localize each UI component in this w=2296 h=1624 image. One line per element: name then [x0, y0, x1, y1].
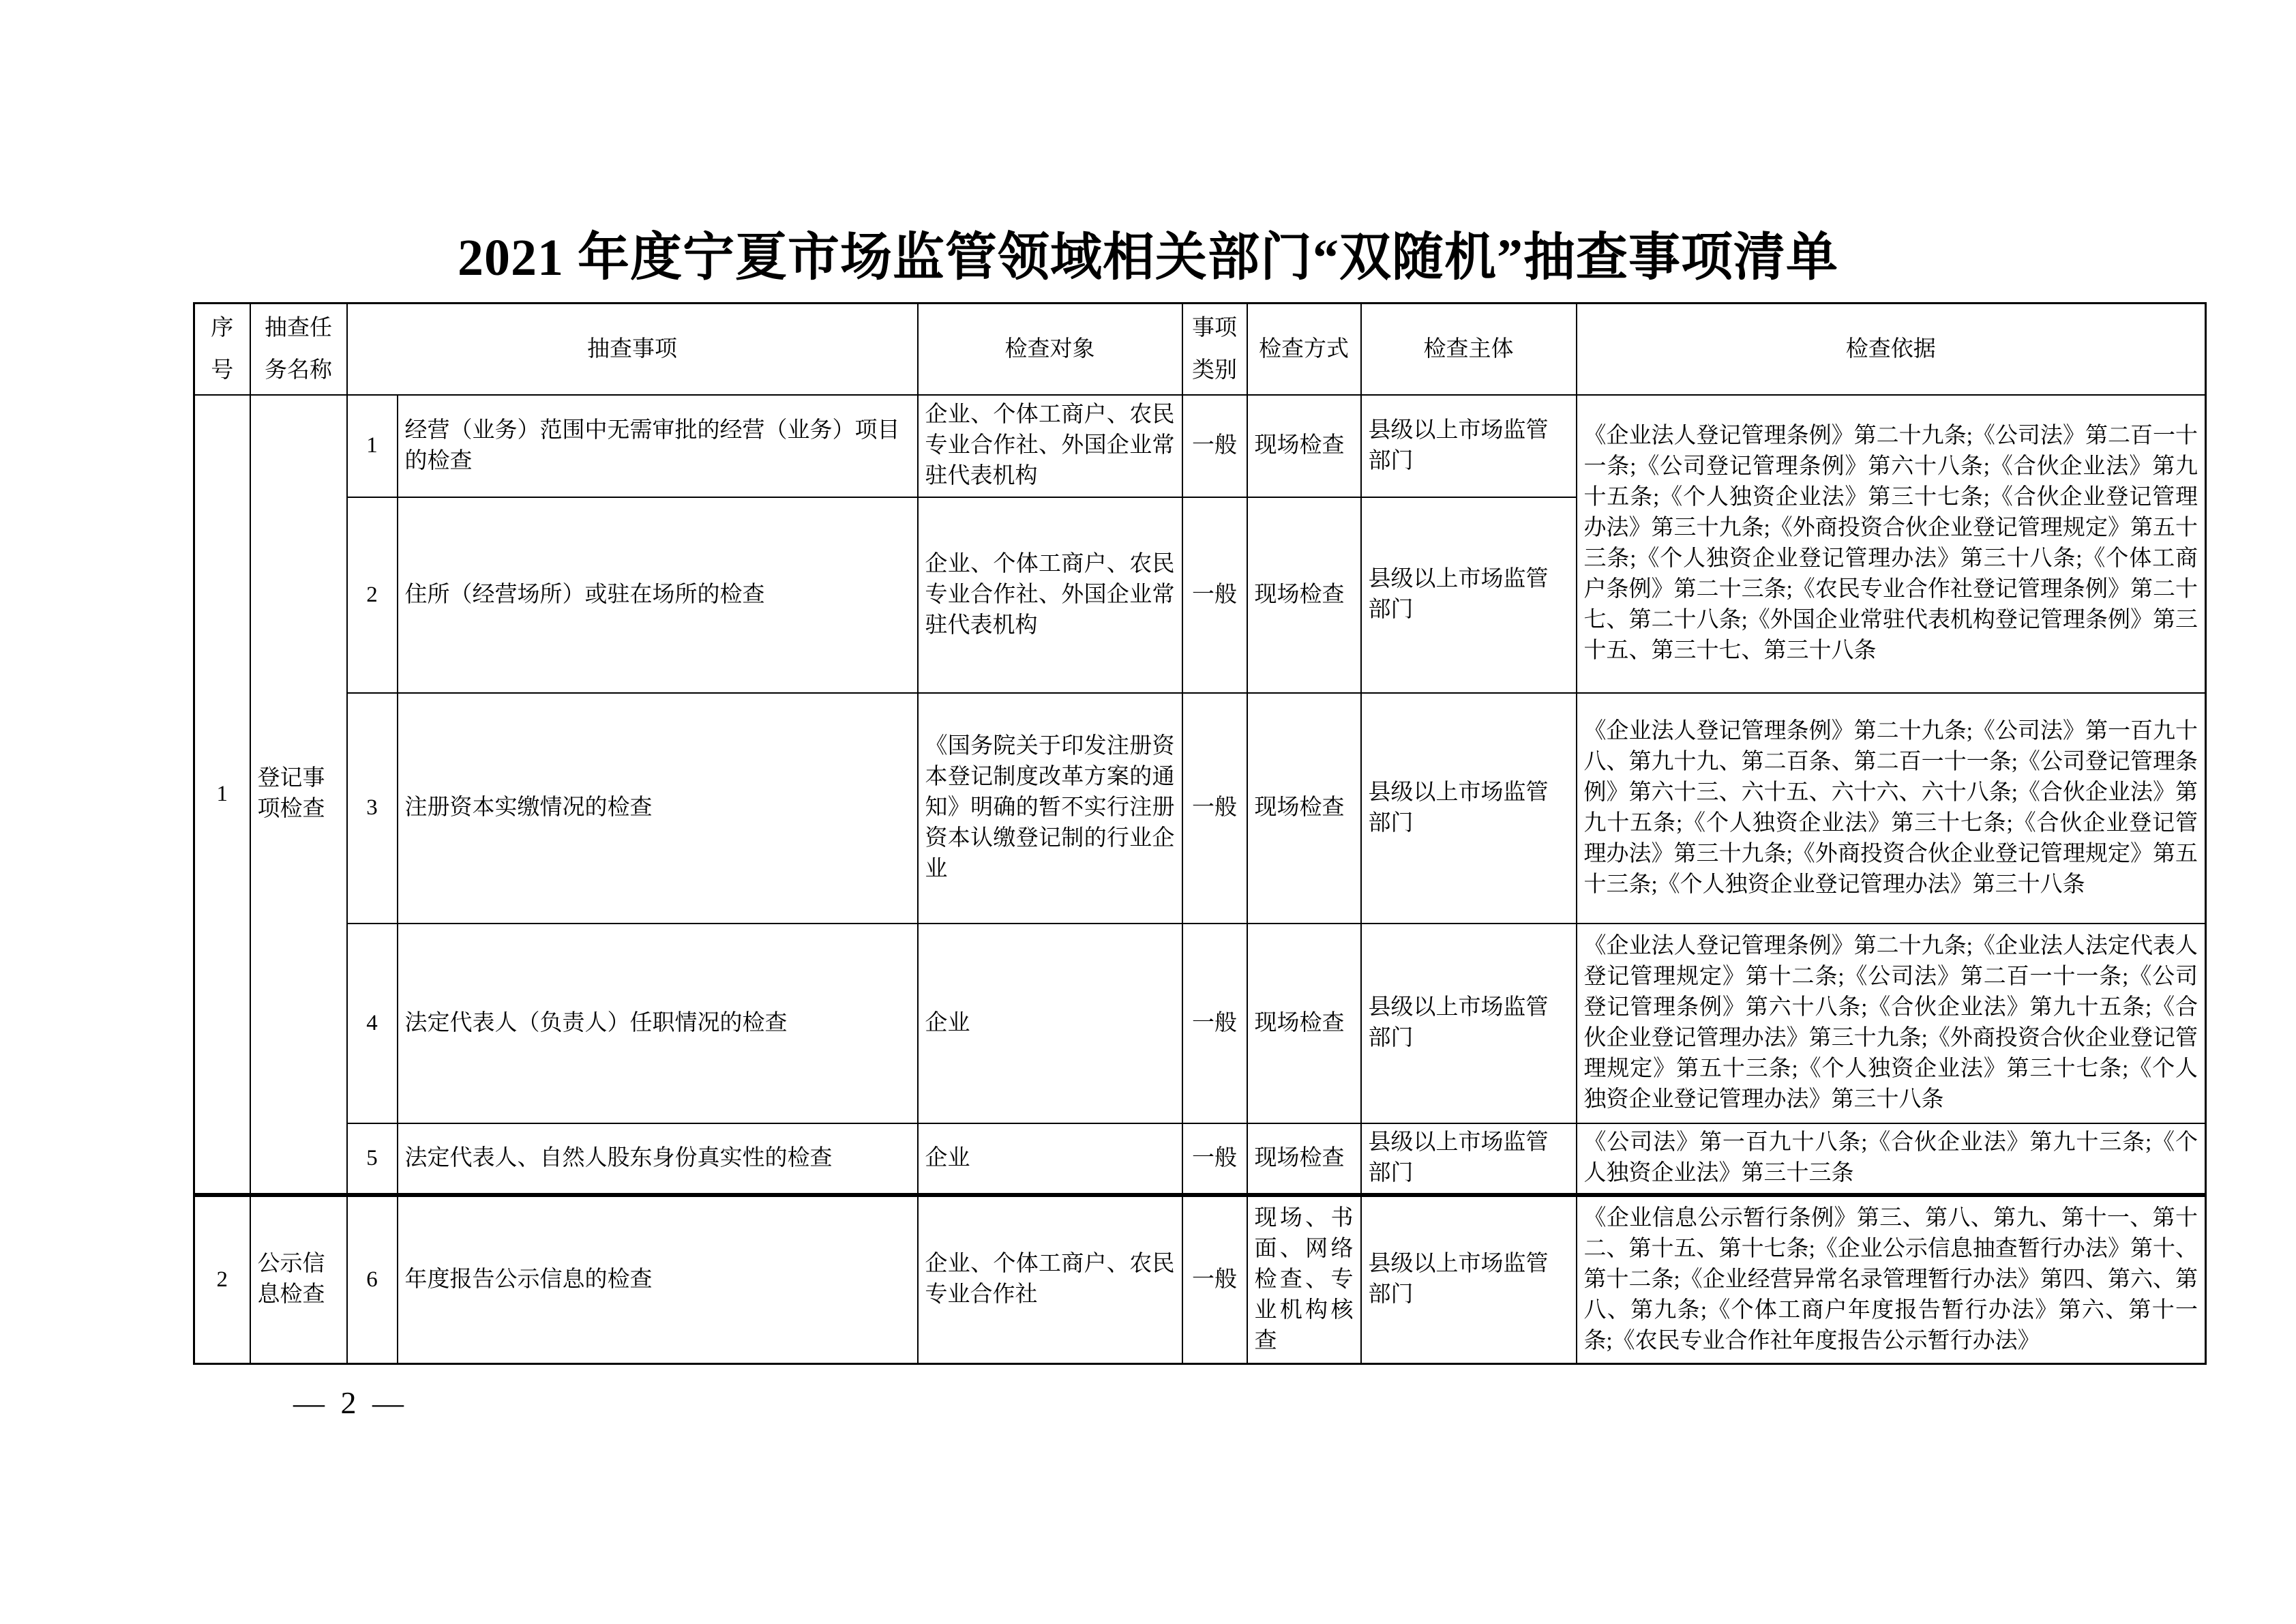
- row-2-item: 住所（经营场所）或驻在场所的检查: [398, 497, 918, 693]
- row-6-no: 6: [347, 1195, 398, 1364]
- row-6-subject: 县级以上市场监管部门: [1361, 1195, 1577, 1364]
- row-4-subject: 县级以上市场监管部门: [1361, 924, 1577, 1123]
- row-5-no: 5: [347, 1123, 398, 1195]
- header-task: 抽查任务名称: [250, 304, 347, 395]
- row-1-2-basis: 《企业法人登记管理条例》第二十九条;《公司法》第二百一十一条;《公司登记管理条例》第六十八条;《合伙企业法》第九十五条;《个人独资企业法》第三十七条;《合伙企业登记管理办法》第三十九条;《外商投资合伙企业登记管理规定》第五十三条;《个人独资企业登记管理办法》第三十八条;《个体工商户条例》第二十三条;《农民专业合作社登记管理条例》第二十七、第二十八条;《外国企业常驻代表机构登记管理条例》第三十五、第三十七、第三十八条: [1577, 395, 2206, 693]
- header-category: 事项类别: [1182, 304, 1247, 395]
- group-2-task: 公示信息检查: [250, 1195, 347, 1364]
- row-3-item: 注册资本实缴情况的检查: [398, 693, 918, 924]
- page-title: 2021 年度宁夏市场监管领域相关部门“双随机”抽查事项清单: [458, 229, 1838, 286]
- row-1-target: 企业、个体工商户、农民专业合作社、外国企业常驻代表机构: [918, 395, 1182, 497]
- row-6-basis: 《企业信息公示暂行条例》第三、第八、第九、第十一、第十二、第十五、第十七条;《企业公示信息抽查暂行办法》第十、第十二条;《企业经营异常名录管理暂行办法》第四、第六、第八、第九条;《个体工商户年度报告暂行办法》第六、第十一条;《农民专业合作社年度报告公示暂行办法》: [1577, 1195, 2206, 1364]
- row-6-item: 年度报告公示信息的检查: [398, 1195, 918, 1364]
- row-3-target: 《国务院关于印发注册资本登记制度改革方案的通知》明确的暂不实行注册资本认缴登记制的行业企业: [918, 693, 1182, 924]
- header-target: 检查对象: [918, 304, 1182, 395]
- row-4-category: 一般: [1182, 924, 1247, 1123]
- row-4-target: 企业: [918, 924, 1182, 1123]
- row-2-target: 企业、个体工商户、农民专业合作社、外国企业常驻代表机构: [918, 497, 1182, 693]
- row-5-item: 法定代表人、自然人股东身份真实性的检查: [398, 1123, 918, 1195]
- row-2-method: 现场检查: [1247, 497, 1361, 693]
- row-3-basis: 《企业法人登记管理条例》第二十九条;《公司法》第一百九十八、第九十九、第二百条、第二百一十一条;《公司登记管理条例》第六十三、六十五、六十六、六十八条;《合伙企业法》第九十五条;《个人独资企业法》第三十七条;《合伙企业登记管理办法》第三十九条;《外商投资合伙企业登记管理规定》第五十三条;《个人独资企业登记管理办法》第三十八条: [1577, 693, 2206, 924]
- row-6-method: 现场、书面、网络检查、专业机构核查: [1247, 1195, 1361, 1364]
- table-row: [194, 1123, 2206, 1195]
- row-5-basis: 《公司法》第一百九十八条;《合伙企业法》第九十三条;《个人独资企业法》第三十三条: [1577, 1123, 2206, 1195]
- row-5-subject: 县级以上市场监管部门: [1361, 1123, 1577, 1195]
- page-number: — 2 —: [293, 1385, 408, 1420]
- table-row: [194, 395, 2206, 497]
- row-3-method: 现场检查: [1247, 693, 1361, 924]
- header-basis: 检查依据: [1577, 304, 2206, 395]
- group-1-seq: 1: [194, 395, 250, 1195]
- row-4-basis: 《企业法人登记管理条例》第二十九条;《企业法人法定代表人登记管理规定》第十二条;《公司法》第二百一十一条;《公司登记管理条例》第六十八条;《合伙企业法》第九十五条;《合伙企业登记管理办法》第三十九条;《外商投资合伙企业登记管理规定》第五十三条;《个人独资企业法》第三十七条;《个人独资企业登记管理办法》第三十八条: [1577, 924, 2206, 1123]
- row-1-category: 一般: [1182, 395, 1247, 497]
- header-method: 检查方式: [1247, 304, 1361, 395]
- group-1-task: 登记事项检查: [250, 395, 347, 1195]
- table-row: [194, 693, 2206, 924]
- inspection-items-table: [193, 302, 2207, 1365]
- row-3-no: 3: [347, 693, 398, 924]
- header-seq: 序号: [194, 304, 250, 395]
- row-4-no: 4: [347, 924, 398, 1123]
- row-2-no: 2: [347, 497, 398, 693]
- group-2-seq: 2: [194, 1195, 250, 1364]
- row-5-category: 一般: [1182, 1123, 1247, 1195]
- header-subject: 检查主体: [1361, 304, 1577, 395]
- row-1-no: 1: [347, 395, 398, 497]
- row-5-method: 现场检查: [1247, 1123, 1361, 1195]
- row-3-subject: 县级以上市场监管部门: [1361, 693, 1577, 924]
- row-1-subject: 县级以上市场监管部门: [1361, 395, 1577, 497]
- table-row: [194, 924, 2206, 1123]
- header-item: 抽查事项: [347, 304, 918, 395]
- table-row: [194, 1195, 2206, 1364]
- row-4-method: 现场检查: [1247, 924, 1361, 1123]
- row-1-method: 现场检查: [1247, 395, 1361, 497]
- row-1-item: 经营（业务）范围中无需审批的经营（业务）项目的检查: [398, 395, 918, 497]
- row-6-target: 企业、个体工商户、农民专业合作社: [918, 1195, 1182, 1364]
- row-5-target: 企业: [918, 1123, 1182, 1195]
- table-header-row: [194, 304, 2206, 395]
- row-6-category: 一般: [1182, 1195, 1247, 1364]
- row-2-category: 一般: [1182, 497, 1247, 693]
- row-2-subject: 县级以上市场监管部门: [1361, 497, 1577, 693]
- row-4-item: 法定代表人（负责人）任职情况的检查: [398, 924, 918, 1123]
- row-3-category: 一般: [1182, 693, 1247, 924]
